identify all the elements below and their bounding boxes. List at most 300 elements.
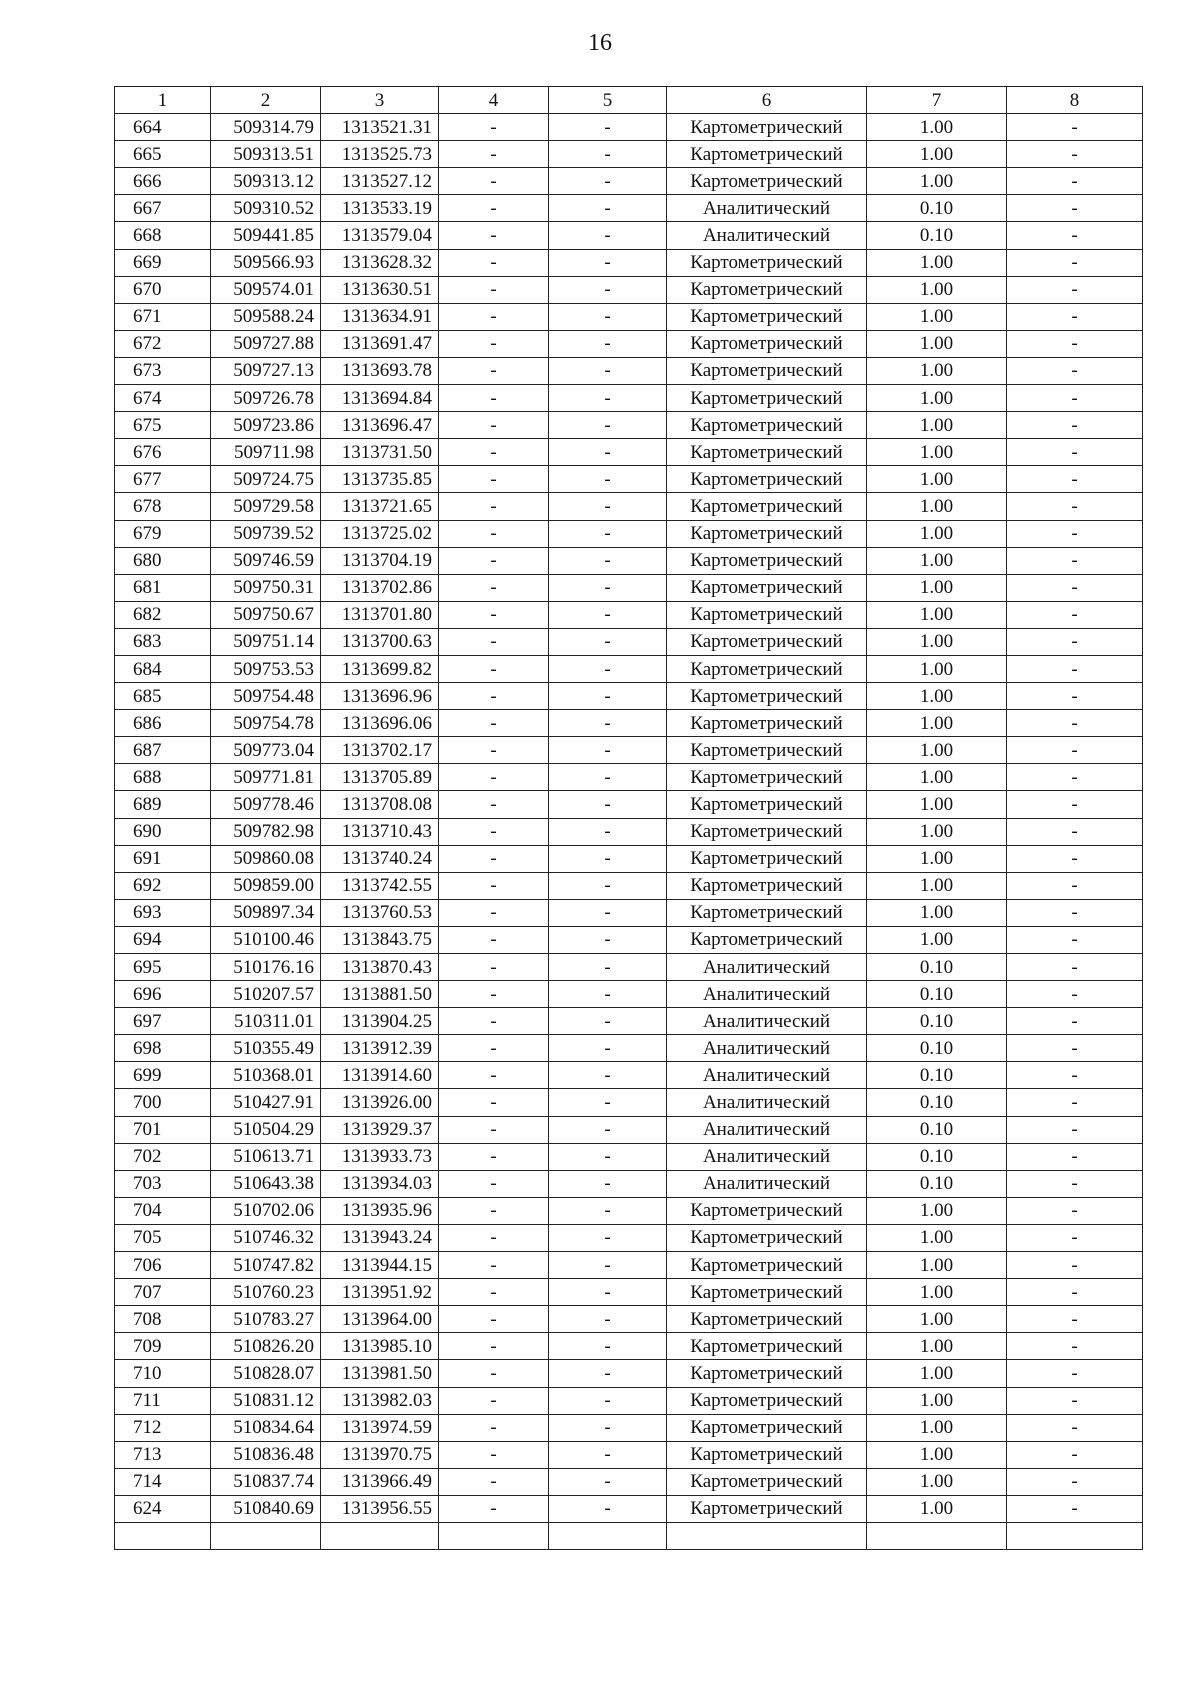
accuracy-cell: 1.00 [867, 547, 1007, 574]
col8-cell: - [1007, 574, 1143, 601]
col8-cell: - [1007, 1360, 1143, 1387]
y-coordinate-cell: 1313943.24 [321, 1224, 439, 1251]
col5-cell: - [549, 357, 667, 384]
col8-cell: - [1007, 1170, 1143, 1197]
point-number-cell [115, 1522, 211, 1549]
x-coordinate-cell: 509751.14 [211, 628, 321, 655]
col8-cell: - [1007, 1306, 1143, 1333]
col8-cell [1007, 1522, 1143, 1549]
col4-cell: - [439, 1116, 549, 1143]
col4-cell: - [439, 195, 549, 222]
col4-cell: - [439, 954, 549, 981]
col5-cell: - [549, 1279, 667, 1306]
col4-cell: - [439, 1062, 549, 1089]
method-cell: Картометрический [667, 899, 867, 926]
x-coordinate-cell: 509727.13 [211, 357, 321, 384]
accuracy-cell: 1.00 [867, 520, 1007, 547]
col8-cell: - [1007, 141, 1143, 168]
x-coordinate-cell: 510834.64 [211, 1414, 321, 1441]
coordinates-table [114, 86, 1143, 1550]
method-cell: Картометрический [667, 547, 867, 574]
col8-cell: - [1007, 466, 1143, 493]
method-cell: Картометрический [667, 1252, 867, 1279]
x-coordinate-cell: 509746.59 [211, 547, 321, 574]
x-coordinate-cell: 510840.69 [211, 1495, 321, 1522]
col5-cell: - [549, 574, 667, 601]
accuracy-cell: 1.00 [867, 899, 1007, 926]
point-number-cell: 672 [115, 330, 211, 357]
x-coordinate-cell: 510368.01 [211, 1062, 321, 1089]
y-coordinate-cell: 1313721.65 [321, 493, 439, 520]
x-coordinate-cell: 510176.16 [211, 954, 321, 981]
accuracy-cell: 1.00 [867, 1252, 1007, 1279]
point-number-cell: 698 [115, 1035, 211, 1062]
y-coordinate-cell: 1313691.47 [321, 330, 439, 357]
col5-cell: - [549, 547, 667, 574]
y-coordinate-cell: 1313982.03 [321, 1387, 439, 1414]
x-coordinate-cell: 510643.38 [211, 1170, 321, 1197]
table-row [115, 249, 1143, 276]
method-cell: Картометрический [667, 1197, 867, 1224]
accuracy-cell: 1.00 [867, 1279, 1007, 1306]
accuracy-cell: 1.00 [867, 303, 1007, 330]
col5-cell [549, 1522, 667, 1549]
table-row [115, 520, 1143, 547]
col5-cell: - [549, 1333, 667, 1360]
y-coordinate-cell: 1313974.59 [321, 1414, 439, 1441]
table-row [115, 1035, 1143, 1062]
table-row [115, 954, 1143, 981]
x-coordinate-cell: 509726.78 [211, 385, 321, 412]
point-number-cell: 701 [115, 1116, 211, 1143]
method-cell [667, 1522, 867, 1549]
column-header: 1 [115, 87, 211, 114]
col5-cell: - [549, 1197, 667, 1224]
col4-cell: - [439, 1143, 549, 1170]
col8-cell: - [1007, 1414, 1143, 1441]
col8-cell: - [1007, 1143, 1143, 1170]
col5-cell: - [549, 114, 667, 141]
accuracy-cell: 0.10 [867, 1008, 1007, 1035]
x-coordinate-cell: 509574.01 [211, 276, 321, 303]
accuracy-cell: 0.10 [867, 1089, 1007, 1116]
col4-cell: - [439, 1170, 549, 1197]
x-coordinate-cell: 509750.31 [211, 574, 321, 601]
x-coordinate-cell: 510504.29 [211, 1116, 321, 1143]
table-row [115, 1495, 1143, 1522]
y-coordinate-cell: 1313701.80 [321, 601, 439, 628]
accuracy-cell: 0.10 [867, 954, 1007, 981]
table-row [115, 141, 1143, 168]
x-coordinate-cell: 509754.78 [211, 710, 321, 737]
col4-cell: - [439, 764, 549, 791]
col8-cell: - [1007, 1279, 1143, 1306]
accuracy-cell: 1.00 [867, 764, 1007, 791]
accuracy-cell: 1.00 [867, 845, 1007, 872]
table-row [115, 547, 1143, 574]
table-row [115, 791, 1143, 818]
col4-cell: - [439, 628, 549, 655]
col8-cell: - [1007, 981, 1143, 1008]
x-coordinate-cell: 509782.98 [211, 818, 321, 845]
col4-cell: - [439, 303, 549, 330]
table-row [115, 195, 1143, 222]
col5-cell: - [549, 628, 667, 655]
accuracy-cell: 0.10 [867, 1035, 1007, 1062]
x-coordinate-cell: 509314.79 [211, 114, 321, 141]
col8-cell: - [1007, 439, 1143, 466]
method-cell: Картометрический [667, 683, 867, 710]
y-coordinate-cell: 1313933.73 [321, 1143, 439, 1170]
accuracy-cell: 1.00 [867, 574, 1007, 601]
col5-cell: - [549, 1143, 667, 1170]
accuracy-cell: 0.10 [867, 1143, 1007, 1170]
accuracy-cell: 1.00 [867, 141, 1007, 168]
col8-cell: - [1007, 954, 1143, 981]
col8-cell: - [1007, 926, 1143, 953]
accuracy-cell: 1.00 [867, 710, 1007, 737]
col8-cell: - [1007, 628, 1143, 655]
column-header: 5 [549, 87, 667, 114]
col5-cell: - [549, 1035, 667, 1062]
table-row [115, 1414, 1143, 1441]
col4-cell: - [439, 926, 549, 953]
accuracy-cell: 1.00 [867, 412, 1007, 439]
col4-cell: - [439, 357, 549, 384]
point-number-cell: 695 [115, 954, 211, 981]
accuracy-cell: 1.00 [867, 168, 1007, 195]
method-cell: Аналитический [667, 222, 867, 249]
table-row [115, 1279, 1143, 1306]
method-cell: Картометрический [667, 1333, 867, 1360]
table-body [115, 114, 1143, 1550]
table-row [115, 1224, 1143, 1251]
table-row [115, 114, 1143, 141]
col4-cell: - [439, 1197, 549, 1224]
table-row [115, 1306, 1143, 1333]
table-row [115, 628, 1143, 655]
x-coordinate-cell: 509723.86 [211, 412, 321, 439]
x-coordinate-cell: 509897.34 [211, 899, 321, 926]
accuracy-cell: 0.10 [867, 1062, 1007, 1089]
col8-cell: - [1007, 764, 1143, 791]
table-row [115, 710, 1143, 737]
col4-cell: - [439, 493, 549, 520]
col5-cell: - [549, 330, 667, 357]
table-row [115, 1062, 1143, 1089]
col5-cell: - [549, 1008, 667, 1035]
method-cell: Аналитический [667, 1116, 867, 1143]
table-row [115, 222, 1143, 249]
method-cell: Картометрический [667, 141, 867, 168]
col8-cell: - [1007, 845, 1143, 872]
y-coordinate-cell: 1313699.82 [321, 655, 439, 682]
accuracy-cell: 1.00 [867, 926, 1007, 953]
col5-cell: - [549, 710, 667, 737]
accuracy-cell: 1.00 [867, 249, 1007, 276]
method-cell: Картометрический [667, 493, 867, 520]
y-coordinate-cell: 1313904.25 [321, 1008, 439, 1035]
point-number-cell: 667 [115, 195, 211, 222]
col8-cell: - [1007, 683, 1143, 710]
y-coordinate-cell: 1313934.03 [321, 1170, 439, 1197]
point-number-cell: 693 [115, 899, 211, 926]
accuracy-cell: 1.00 [867, 1387, 1007, 1414]
x-coordinate-cell: 509727.88 [211, 330, 321, 357]
col5-cell: - [549, 276, 667, 303]
y-coordinate-cell: 1313700.63 [321, 628, 439, 655]
y-coordinate-cell: 1313630.51 [321, 276, 439, 303]
col4-cell: - [439, 1333, 549, 1360]
accuracy-cell: 1.00 [867, 1414, 1007, 1441]
x-coordinate-cell: 509739.52 [211, 520, 321, 547]
method-cell: Картометрический [667, 520, 867, 547]
point-number-cell: 712 [115, 1414, 211, 1441]
y-coordinate-cell: 1313628.32 [321, 249, 439, 276]
method-cell: Картометрический [667, 655, 867, 682]
column-header: 2 [211, 87, 321, 114]
y-coordinate-cell: 1313693.78 [321, 357, 439, 384]
point-number-cell: 697 [115, 1008, 211, 1035]
col8-cell: - [1007, 791, 1143, 818]
method-cell: Картометрический [667, 1306, 867, 1333]
x-coordinate-cell: 510826.20 [211, 1333, 321, 1360]
col8-cell: - [1007, 1008, 1143, 1035]
x-coordinate-cell: 510311.01 [211, 1008, 321, 1035]
col5-cell: - [549, 222, 667, 249]
point-number-cell: 692 [115, 872, 211, 899]
accuracy-cell: 1.00 [867, 872, 1007, 899]
x-coordinate-cell: 509310.52 [211, 195, 321, 222]
point-number-cell: 668 [115, 222, 211, 249]
table-row [115, 899, 1143, 926]
col5-cell: - [549, 1306, 667, 1333]
y-coordinate-cell: 1313956.55 [321, 1495, 439, 1522]
x-coordinate-cell: 510831.12 [211, 1387, 321, 1414]
y-coordinate-cell: 1313881.50 [321, 981, 439, 1008]
point-number-cell: 684 [115, 655, 211, 682]
method-cell: Аналитический [667, 1062, 867, 1089]
table-row [115, 737, 1143, 764]
x-coordinate-cell: 510702.06 [211, 1197, 321, 1224]
y-coordinate-cell: 1313970.75 [321, 1441, 439, 1468]
point-number-cell: 703 [115, 1170, 211, 1197]
x-coordinate-cell: 509773.04 [211, 737, 321, 764]
col4-cell: - [439, 1035, 549, 1062]
table-row [115, 601, 1143, 628]
accuracy-cell: 1.00 [867, 493, 1007, 520]
y-coordinate-cell: 1313634.91 [321, 303, 439, 330]
point-number-cell: 694 [115, 926, 211, 953]
col5-cell: - [549, 1414, 667, 1441]
col5-cell: - [549, 412, 667, 439]
col8-cell: - [1007, 655, 1143, 682]
col5-cell: - [549, 1170, 667, 1197]
col4-cell: - [439, 818, 549, 845]
col8-cell: - [1007, 1116, 1143, 1143]
method-cell: Картометрический [667, 303, 867, 330]
table-row [115, 1008, 1143, 1035]
x-coordinate-cell [211, 1522, 321, 1549]
col4-cell [439, 1522, 549, 1549]
table-row [115, 926, 1143, 953]
method-cell: Картометрический [667, 845, 867, 872]
col4-cell: - [439, 249, 549, 276]
table-row [115, 1360, 1143, 1387]
method-cell: Картометрический [667, 466, 867, 493]
point-number-cell: 711 [115, 1387, 211, 1414]
col8-cell: - [1007, 114, 1143, 141]
accuracy-cell: 1.00 [867, 1468, 1007, 1495]
col8-cell: - [1007, 222, 1143, 249]
col4-cell: - [439, 547, 549, 574]
point-number-cell: 687 [115, 737, 211, 764]
col8-cell: - [1007, 493, 1143, 520]
col5-cell: - [549, 385, 667, 412]
method-cell: Картометрический [667, 601, 867, 628]
col8-cell: - [1007, 710, 1143, 737]
accuracy-cell: 0.10 [867, 981, 1007, 1008]
table-row [115, 412, 1143, 439]
x-coordinate-cell: 509750.67 [211, 601, 321, 628]
col5-cell: - [549, 926, 667, 953]
point-number-cell: 696 [115, 981, 211, 1008]
col5-cell: - [549, 1495, 667, 1522]
col4-cell: - [439, 439, 549, 466]
col5-cell: - [549, 1062, 667, 1089]
x-coordinate-cell: 509588.24 [211, 303, 321, 330]
point-number-cell: 675 [115, 412, 211, 439]
col8-cell: - [1007, 276, 1143, 303]
point-number-cell: 714 [115, 1468, 211, 1495]
x-coordinate-cell: 509859.00 [211, 872, 321, 899]
y-coordinate-cell: 1313929.37 [321, 1116, 439, 1143]
col5-cell: - [549, 520, 667, 547]
col5-cell: - [549, 818, 667, 845]
table-row [115, 818, 1143, 845]
x-coordinate-cell: 509860.08 [211, 845, 321, 872]
col5-cell: - [549, 303, 667, 330]
table-row [115, 1468, 1143, 1495]
col4-cell: - [439, 1414, 549, 1441]
x-coordinate-cell: 509313.51 [211, 141, 321, 168]
point-number-cell: 681 [115, 574, 211, 601]
method-cell: Картометрический [667, 1414, 867, 1441]
point-number-cell: 688 [115, 764, 211, 791]
x-coordinate-cell: 509711.98 [211, 439, 321, 466]
col4-cell: - [439, 1008, 549, 1035]
col4-cell: - [439, 466, 549, 493]
table-row [115, 1089, 1143, 1116]
column-header: 7 [867, 87, 1007, 114]
point-number-cell: 702 [115, 1143, 211, 1170]
col4-cell: - [439, 737, 549, 764]
accuracy-cell: 1.00 [867, 276, 1007, 303]
accuracy-cell: 1.00 [867, 114, 1007, 141]
col8-cell: - [1007, 249, 1143, 276]
header-row [115, 87, 1143, 114]
accuracy-cell: 1.00 [867, 601, 1007, 628]
col8-cell: - [1007, 1252, 1143, 1279]
accuracy-cell: 1.00 [867, 357, 1007, 384]
y-coordinate-cell: 1313742.55 [321, 872, 439, 899]
col4-cell: - [439, 1468, 549, 1495]
col4-cell: - [439, 1279, 549, 1306]
col4-cell: - [439, 1306, 549, 1333]
col5-cell: - [549, 872, 667, 899]
method-cell: Картометрический [667, 764, 867, 791]
table-row [115, 764, 1143, 791]
col8-cell: - [1007, 303, 1143, 330]
col8-cell: - [1007, 412, 1143, 439]
col5-cell: - [549, 1360, 667, 1387]
col8-cell: - [1007, 1387, 1143, 1414]
table-row [115, 1252, 1143, 1279]
accuracy-cell: 1.00 [867, 1495, 1007, 1522]
method-cell: Аналитический [667, 1089, 867, 1116]
point-number-cell: 686 [115, 710, 211, 737]
col5-cell: - [549, 1468, 667, 1495]
point-number-cell: 713 [115, 1441, 211, 1468]
point-number-cell: 671 [115, 303, 211, 330]
col4-cell: - [439, 1224, 549, 1251]
col5-cell: - [549, 195, 667, 222]
point-number-cell: 677 [115, 466, 211, 493]
table-row [115, 439, 1143, 466]
col4-cell: - [439, 1495, 549, 1522]
col8-cell: - [1007, 1224, 1143, 1251]
y-coordinate-cell: 1313521.31 [321, 114, 439, 141]
y-coordinate-cell: 1313843.75 [321, 926, 439, 953]
accuracy-cell: 1.00 [867, 1224, 1007, 1251]
x-coordinate-cell: 509754.48 [211, 683, 321, 710]
point-number-cell: 679 [115, 520, 211, 547]
y-coordinate-cell: 1313525.73 [321, 141, 439, 168]
col8-cell: - [1007, 1089, 1143, 1116]
method-cell: Картометрический [667, 926, 867, 953]
accuracy-cell: 0.10 [867, 1116, 1007, 1143]
col5-cell: - [549, 954, 667, 981]
table-row [115, 466, 1143, 493]
col5-cell: - [549, 1224, 667, 1251]
col4-cell: - [439, 1252, 549, 1279]
col5-cell: - [549, 655, 667, 682]
col5-cell: - [549, 737, 667, 764]
table-row [115, 1197, 1143, 1224]
col5-cell: - [549, 439, 667, 466]
method-cell: Картометрический [667, 412, 867, 439]
col8-cell: - [1007, 737, 1143, 764]
table-row [115, 683, 1143, 710]
method-cell: Картометрический [667, 114, 867, 141]
col8-cell: - [1007, 818, 1143, 845]
method-cell: Картометрический [667, 330, 867, 357]
y-coordinate-cell: 1313579.04 [321, 222, 439, 249]
table-row [115, 845, 1143, 872]
col8-cell: - [1007, 1197, 1143, 1224]
y-coordinate-cell: 1313935.96 [321, 1197, 439, 1224]
method-cell: Картометрический [667, 276, 867, 303]
col5-cell: - [549, 601, 667, 628]
point-number-cell: 708 [115, 1306, 211, 1333]
col4-cell: - [439, 1360, 549, 1387]
col4-cell: - [439, 141, 549, 168]
method-cell: Картометрический [667, 872, 867, 899]
accuracy-cell: 1.00 [867, 385, 1007, 412]
accuracy-cell [867, 1522, 1007, 1549]
x-coordinate-cell: 509771.81 [211, 764, 321, 791]
method-cell: Картометрический [667, 168, 867, 195]
